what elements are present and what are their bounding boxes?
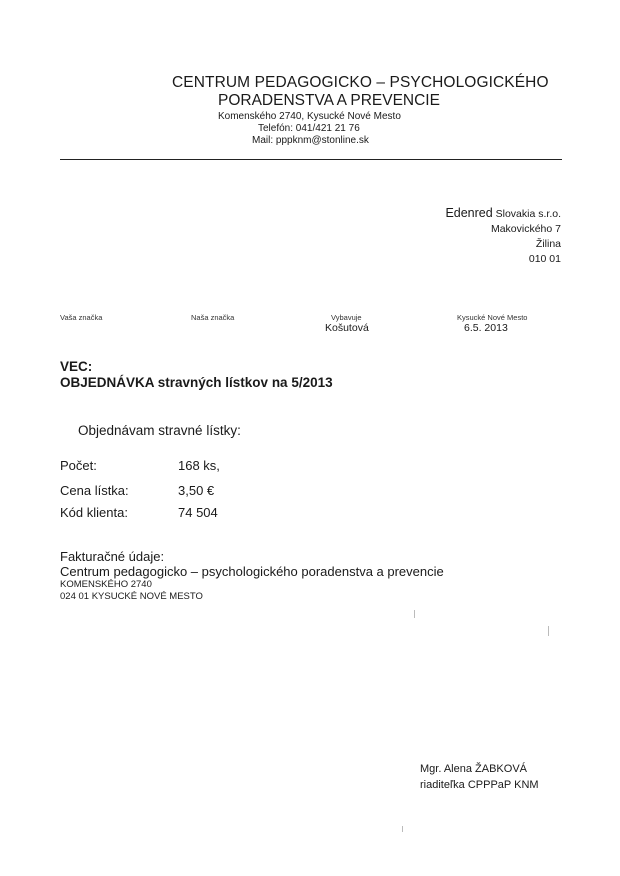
- billing-street: KOMENSKÉHO 2740: [60, 579, 152, 590]
- billing-name: Centrum pedagogicko – psychologického poradenstva a prevencie: [60, 564, 444, 579]
- recipient-name-rest: Slovakia s.r.o.: [495, 208, 561, 220]
- recipient-city: Žilina: [535, 238, 561, 250]
- ticket-price-label: Cena lístka:: [60, 483, 129, 498]
- client-code-label: Kód klienta:: [60, 505, 128, 520]
- recipient-address: [445, 206, 561, 267]
- date-value: 6.5. 2013: [464, 322, 508, 334]
- recipient-name: [445, 206, 561, 222]
- recipient-name-main: Edenred: [445, 206, 493, 220]
- handled-by-value: Košutová: [325, 322, 369, 334]
- billing-heading: Fakturačné údaje:: [60, 549, 165, 564]
- recipient-street: Makovického 7: [490, 223, 561, 235]
- signatory-title: riaditeľka CPPPaP KNM: [420, 778, 539, 791]
- billing-city: 024 01 KYSUCKÉ NOVÉ MESTO: [60, 590, 203, 602]
- subject-block: [60, 359, 333, 391]
- place-label: Kysucké Nové Mesto: [457, 313, 528, 322]
- client-code-value: 74 504: [178, 505, 218, 520]
- subject-title: OBJEDNÁVKA stravných lístkov na 5/2013: [60, 375, 333, 390]
- subject-label: VEC:: [60, 359, 93, 374]
- our-ref-label: Naša značka: [191, 313, 235, 322]
- ticket-price-value: 3,50 €: [178, 483, 215, 498]
- billing-block: [60, 549, 444, 602]
- signature-block: [420, 762, 539, 793]
- handled-by-label: Vybavuje: [331, 313, 362, 322]
- org-name-line1: CENTRUM PEDAGOGICKO – PSYCHOLOGICKÉHO: [172, 74, 549, 91]
- quantity-label: Počet:: [60, 458, 97, 473]
- quantity-value: 168 ks,: [178, 458, 220, 473]
- org-email: Mail: pppknm@stonline.sk: [252, 135, 369, 146]
- scan-speck: [548, 626, 549, 636]
- recipient-zip: 010 01: [528, 253, 561, 265]
- signatory-name: Mgr. Alena ŽABKOVÁ: [420, 763, 527, 775]
- header-divider: [60, 159, 562, 160]
- scan-speck: [402, 826, 403, 832]
- org-phone: Telefón: 041/421 21 76: [258, 123, 360, 134]
- org-address: Komenského 2740, Kysucké Nové Mesto: [218, 111, 401, 122]
- your-ref-label: Vaša značka: [60, 313, 103, 322]
- scan-speck: [414, 610, 415, 618]
- org-name-line2: PORADENSTVA A PREVENCIE: [218, 92, 440, 109]
- order-intro: Objednávam stravné lístky:: [78, 423, 241, 438]
